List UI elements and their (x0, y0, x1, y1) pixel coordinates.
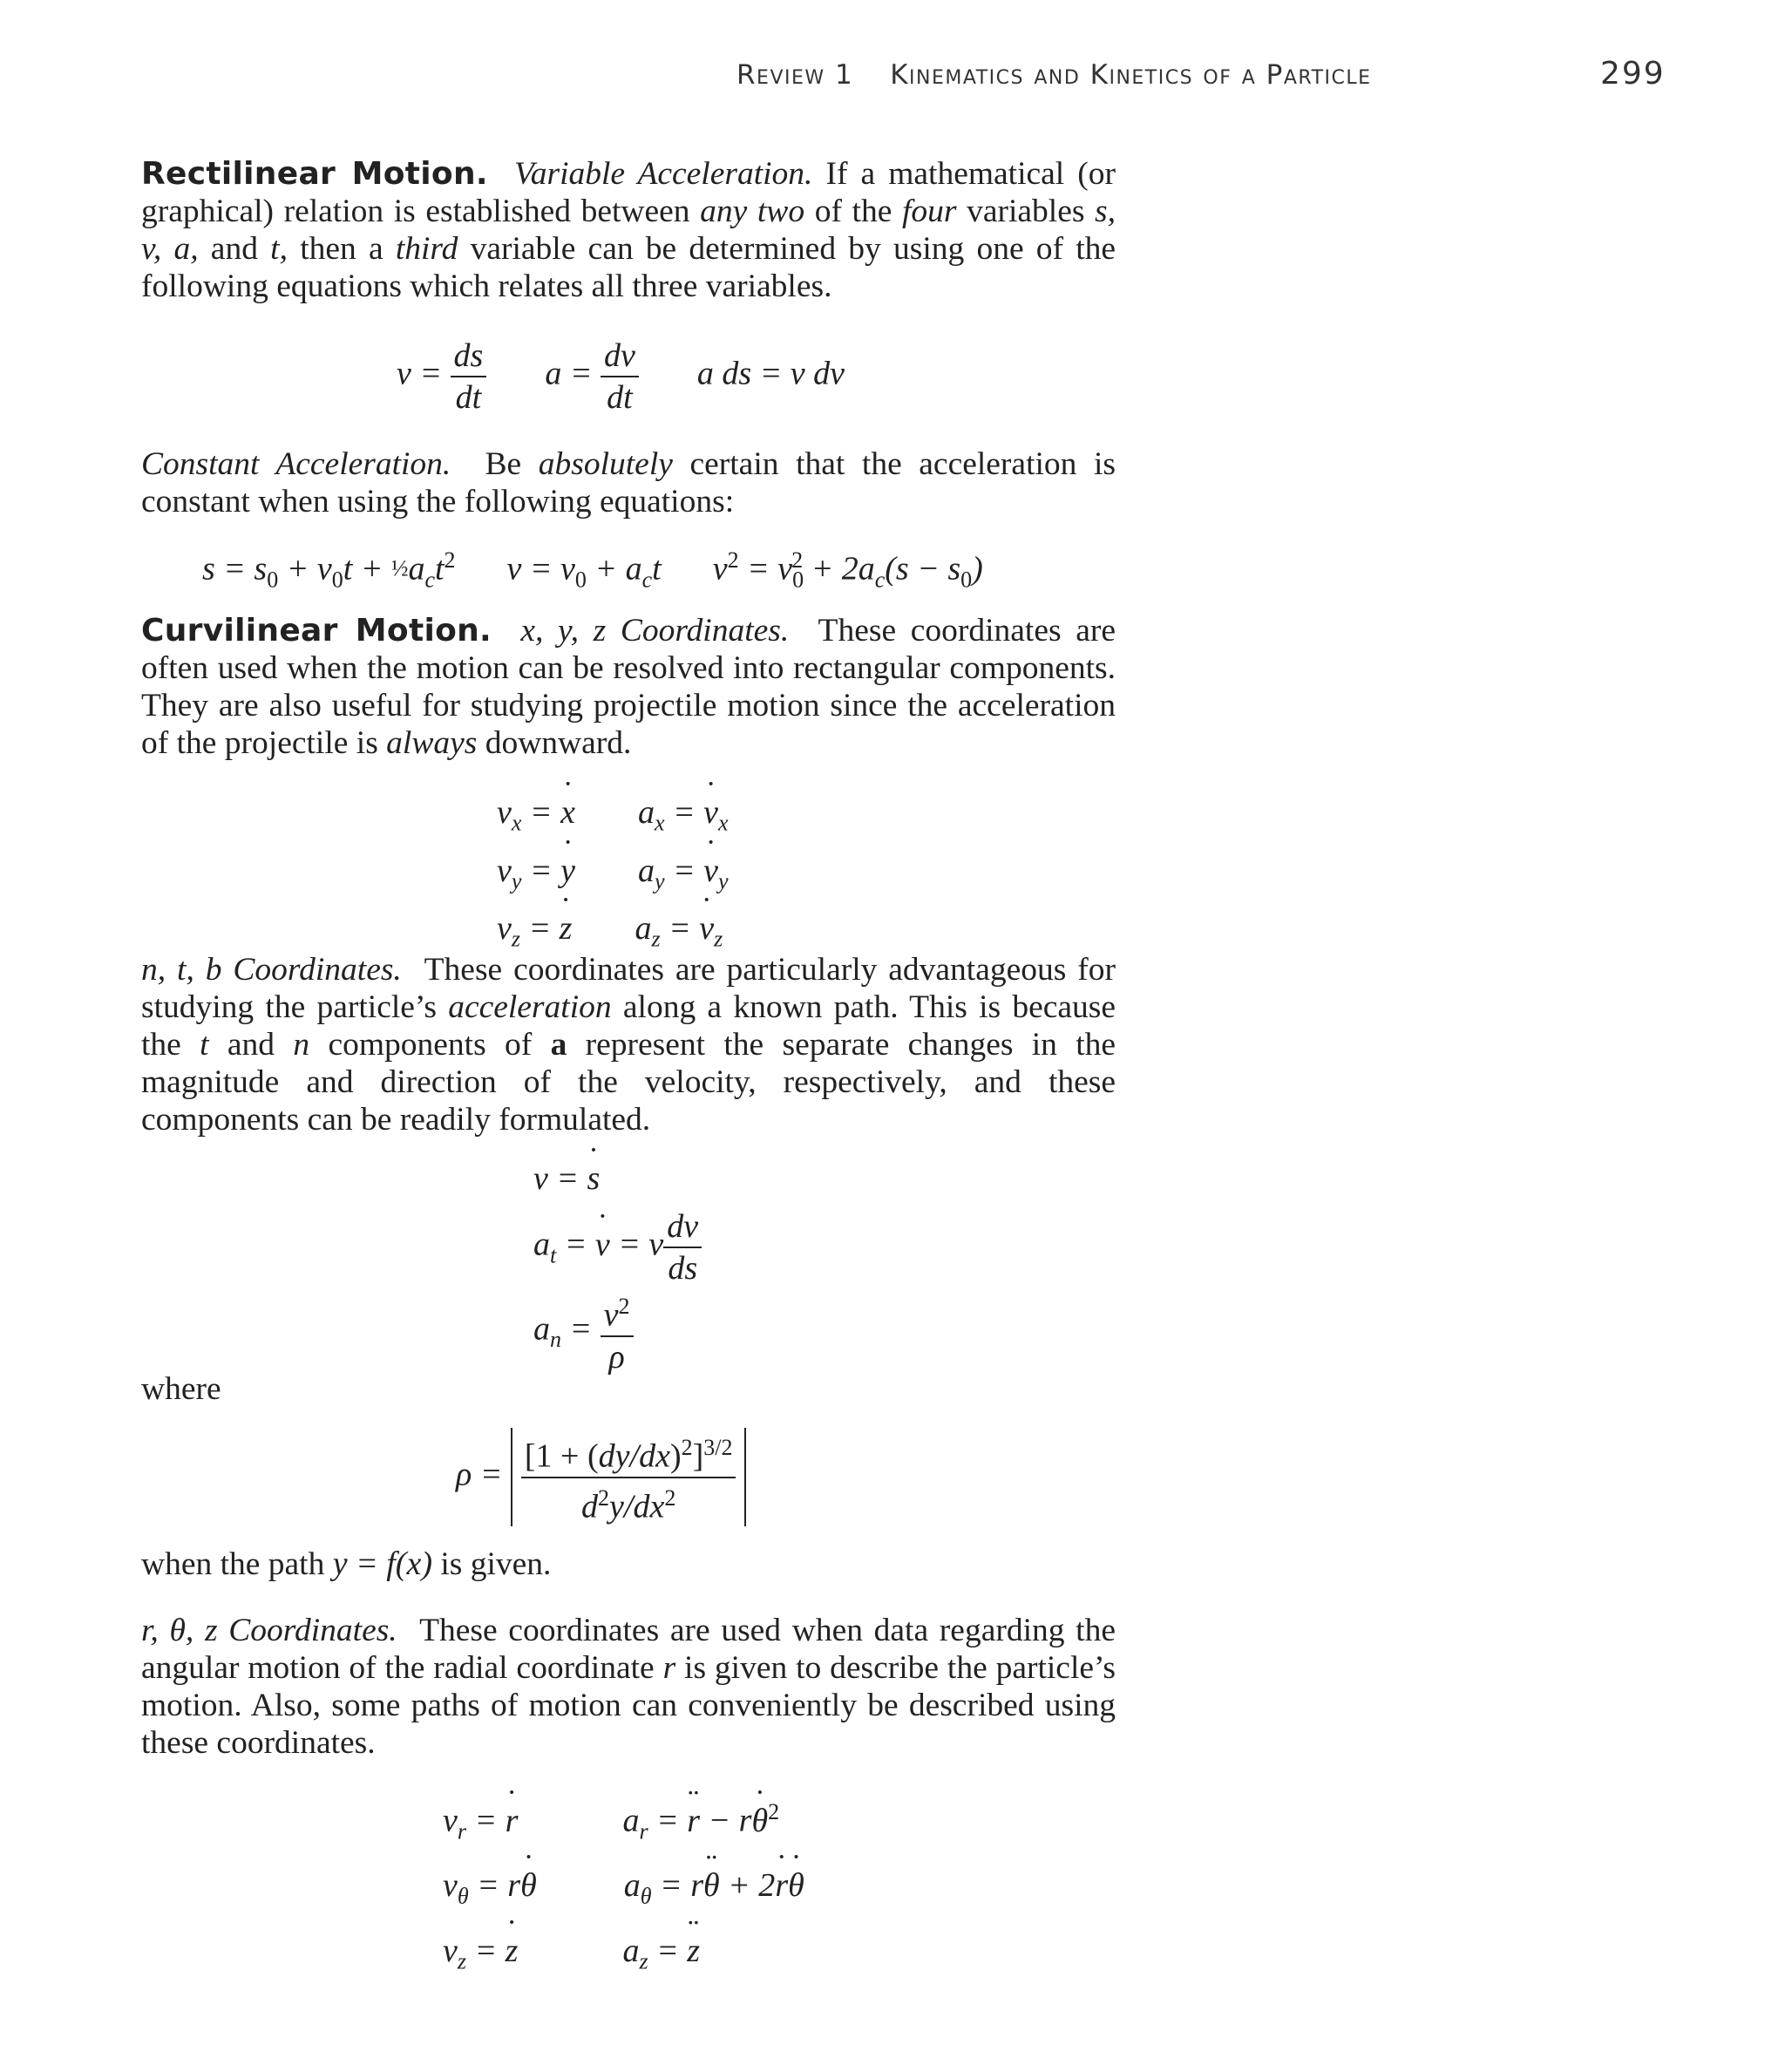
emphasis-any-two: any two (700, 194, 805, 229)
vector-a: a (550, 1027, 567, 1063)
ntb-text: components of (328, 1027, 533, 1063)
curvilinear-paragraph (141, 612, 1116, 762)
rectilinear-text: variables (967, 194, 1085, 229)
header-section: Review 1 (736, 59, 854, 91)
rtz-text: These coordinates are used when data regarding the angular motion of the radial coordinate (141, 1613, 1116, 1686)
rectilinear-paragraph (141, 155, 1116, 305)
emphasis-absolutely: absolutely (538, 446, 673, 482)
rectilinear-text: then a (300, 231, 383, 267)
constant-acceleration-subheading: Constant Acceleration. (141, 446, 451, 482)
where-label: where (141, 1371, 221, 1407)
radius-of-curvature-equation: ρ = $\frac{[1 + (dy/dx)^2]^{3/2}}{d^2y/dx^2}$ (456, 1428, 746, 1526)
ntb-coordinates-subheading: n, t, b Coordinates. (141, 952, 402, 988)
ntb-paragraph (141, 951, 1116, 1138)
ntb-text: along a known path. This is because the (141, 989, 1116, 1063)
rectilinear-text: and (210, 231, 258, 267)
ntb-text: represent the separate changes in the magnitude and direction of the velocity, respectively, and these components can be readily formulated. (141, 1027, 1116, 1138)
page-number: 299 (1600, 56, 1666, 92)
variable-t: t, (270, 231, 288, 267)
xyz-coordinates-subheading: x, y, z Coordinates. (520, 613, 790, 649)
constant-acceleration-paragraph (141, 445, 1116, 520)
path-function: y = f(x) (332, 1546, 432, 1582)
when-path-line (141, 1546, 1116, 1583)
when-text: when the path (141, 1546, 325, 1582)
curvilinear-heading: Curvilinear Motion. (141, 613, 492, 649)
variable-acceleration-equations: v = $\frac{ds}{dt}$ a = $\frac{dv}{dt}$ a ds = v dv (397, 337, 845, 416)
rtz-paragraph (141, 1612, 1116, 1762)
when-text: is given. (440, 1546, 552, 1582)
emphasis-acceleration: acceleration (448, 989, 612, 1025)
constant-acceleration-equations: $s = s_0 + v_0t$ + $\frac{1}{2}a_ct^2$ $v = v_0 + a_ct$ $v^2 = v_0^2 + 2a_c(s - s_0)$ (202, 547, 983, 593)
symbol-t: t (200, 1027, 209, 1063)
constant-text: Be (485, 446, 522, 482)
rtz-coordinates-subheading: r, θ, z Coordinates. (141, 1613, 397, 1648)
variable-acceleration-subheading: Variable Acceleration. (513, 156, 813, 192)
xyz-text: downward. (485, 725, 632, 761)
ntb-text: and (227, 1027, 275, 1063)
symbol-r: r (662, 1650, 676, 1686)
emphasis-four: four (901, 194, 957, 229)
emphasis-always: always (386, 725, 478, 761)
rectilinear-text: If a mathematical (or graphical) relation is established between (141, 156, 1116, 229)
rectilinear-text: of the (814, 194, 892, 229)
header-chapter-title: Kinematics and Kinetics of a Particle (890, 59, 1372, 91)
rtz-text: is given to describe the particle’s motion. Also, some paths of motion can conveniently be described using these coordinates. (141, 1650, 1116, 1761)
xyz-equations: $v_x = x$ ˙ $a_x = v$ $˙_x$ $v_y = y$ ˙ $a_y = v$ $˙_y$ $v_z = z$ ˙ $a_z = v$ $˙_z$ (497, 789, 729, 963)
running-header (0, 56, 1785, 103)
constant-text: certain that the acceleration is constant when using the following equations: (141, 446, 1116, 520)
emphasis-third: third (395, 231, 458, 267)
rectilinear-text: variable can be determined by using one of the following equations which relates all three variables. (141, 231, 1116, 304)
xyz-text: These coordinates are often used when the motion can be resolved into rectangular components. They are also useful for studying projectile motion since the acceleration of the projectile is (141, 613, 1116, 761)
rtz-equations: $v_r = r$ ˙ $a_r = r$ ¨ − rθ ˙$^2$ $v_\theta = r\theta$ ˙ $a_\theta = r\theta$ ¨ + 2r ˙θ ˙ $v_z = z$ ˙ $a_z = z$ ¨ (443, 1785, 804, 1988)
rectilinear-heading: Rectilinear Motion. (141, 156, 488, 192)
ntb-text: These coordinates are particularly advantageous for studying the particle’s (141, 952, 1116, 1025)
symbol-n: n (293, 1027, 310, 1063)
ntb-equations: v = s ˙ $a_t = v$ ˙ = v $\frac{dv}{ds}$ $a_n$ = $\frac{v^2}{\rho}$ (533, 1159, 702, 1367)
variables-s-v-a: s, v, a, (141, 194, 1116, 267)
running-title (736, 59, 1372, 91)
